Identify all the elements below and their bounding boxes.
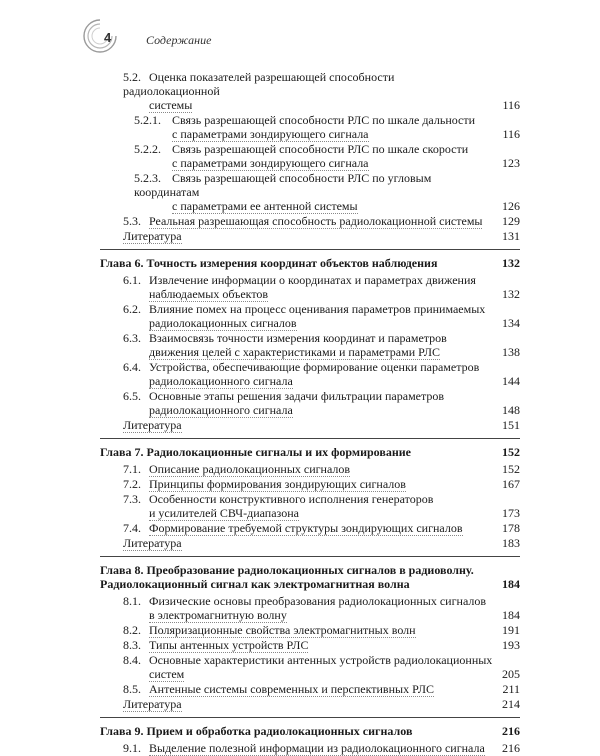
page-ref: 132: [502, 287, 520, 301]
running-title: Содержание: [146, 33, 212, 47]
chapter-divider: [100, 438, 520, 439]
entry-number: 5.3.: [123, 214, 141, 228]
entry-title: Физические основы преобразования радиолокационных сигналов: [149, 594, 487, 608]
page-ref: 216: [502, 741, 520, 755]
entry-title: системы: [149, 98, 193, 112]
entry-title: Выделение полезной информации из радиолокационного сигнала: [149, 741, 485, 755]
entry-number: 5.2.3.: [134, 171, 161, 185]
entry-title: Литература: [123, 697, 182, 711]
entry-title: с параметрами зондирующего сигнала: [172, 127, 369, 141]
toc-entry[interactable]: [100, 70, 520, 112]
page-ref: 131: [502, 229, 520, 243]
page-ref: 148: [502, 403, 520, 417]
chapter-title-line: Радиолокационный сигнал как электромагнитная волна: [100, 577, 410, 591]
page-ref: 214: [502, 697, 520, 711]
toc-entry[interactable]: [100, 360, 520, 388]
page-ref: 132: [502, 256, 520, 270]
page-ref: 138: [502, 345, 520, 359]
entry-title: Реальная разрешающая способность радиолокационной системы: [149, 214, 483, 228]
entry-title: Основные характеристики антенных устройств радиолокационных: [149, 653, 493, 667]
literature-entry[interactable]: [100, 536, 520, 550]
page-ref: 134: [502, 316, 520, 330]
entry-title: Антенные системы современных и перспективных РЛС: [149, 682, 434, 696]
entry-title: с параметрами зондирующего сигнала: [172, 156, 369, 170]
page-ref: 144: [502, 374, 520, 388]
page-ref: 152: [502, 445, 520, 459]
toc-entry[interactable]: [100, 302, 520, 330]
chapter-title-line: Глава 6. Точность измерения координат объектов наблюдения: [100, 256, 438, 270]
toc-entry[interactable]: [100, 389, 520, 417]
literature-entry[interactable]: [100, 229, 520, 243]
page-ref: 191: [502, 623, 520, 637]
table-of-contents: [100, 70, 520, 756]
toc-entry[interactable]: [100, 113, 520, 141]
page-ref: 178: [502, 521, 520, 535]
entry-title: наблюдаемых объектов: [149, 287, 269, 301]
entry-title: Поляризационные свойства электромагнитных волн: [149, 623, 416, 637]
entry-number: 5.2.: [123, 70, 141, 84]
chapter-title-line: Глава 7. Радиолокационные сигналы и их формирование: [100, 445, 411, 459]
toc-entry[interactable]: [100, 623, 520, 637]
page-ref: 123: [502, 156, 520, 170]
entry-title: Связь разрешающей способности РЛС по угловым координатам: [134, 171, 432, 199]
toc-entry[interactable]: [100, 273, 520, 301]
entry-title: Описание радиолокационных сигналов: [149, 462, 351, 476]
entry-title: Основные этапы решения задачи фильтрации параметров: [149, 389, 445, 403]
entry-title: Типы антенных устройств РЛС: [149, 638, 309, 652]
chapter-divider: [100, 717, 520, 718]
page-ref: 152: [502, 462, 520, 476]
entry-title: систем: [149, 667, 185, 681]
chapter-title-line: Глава 9. Прием и обработка радиолокационных сигналов: [100, 724, 413, 738]
page-ref: 151: [502, 418, 520, 432]
entry-title: Литература: [123, 418, 182, 432]
entry-number: 5.2.1.: [134, 113, 161, 127]
entry-number: 5.2.2.: [134, 142, 161, 156]
chapter-divider: [100, 249, 520, 250]
entry-title: Особенности конструктивного исполнения генераторов: [149, 492, 434, 506]
chapter-heading[interactable]: [100, 256, 520, 270]
toc-entry[interactable]: [100, 214, 520, 228]
page-ref: 184: [502, 608, 520, 622]
entry-number: 8.2.: [123, 623, 141, 637]
entry-number: 6.2.: [123, 302, 141, 316]
toc-entry[interactable]: [100, 653, 520, 681]
toc-entry[interactable]: [100, 741, 520, 755]
literature-entry[interactable]: [100, 418, 520, 432]
entry-title: Формирование требуемой структуры зондирующих сигналов: [149, 521, 463, 535]
toc-entry[interactable]: [100, 142, 520, 170]
toc-entry[interactable]: [100, 492, 520, 520]
chapter-divider: [100, 556, 520, 557]
entry-title: с параметрами ее антенной системы: [172, 199, 358, 213]
toc-entry[interactable]: [100, 594, 520, 622]
entry-number: 7.3.: [123, 492, 141, 506]
entry-title: Взаимосвязь точности измерения координат и параметров: [149, 331, 447, 345]
entry-title: Принципы формирования зондирующих сигналов: [149, 477, 406, 491]
page-ref: 184: [502, 577, 520, 591]
toc-entry[interactable]: [100, 331, 520, 359]
literature-entry[interactable]: [100, 697, 520, 711]
toc-entry[interactable]: [100, 477, 520, 491]
entry-number: 7.1.: [123, 462, 141, 476]
page-ref: 126: [502, 199, 520, 213]
entry-number: 8.1.: [123, 594, 141, 608]
entry-number: 7.4.: [123, 521, 141, 535]
entry-title: Извлечение информации о координатах и параметрах движения: [149, 273, 476, 287]
entry-number: 9.1.: [123, 741, 141, 755]
entry-number: 7.2.: [123, 477, 141, 491]
chapter-heading[interactable]: [100, 724, 520, 738]
entry-title: движения целей с характеристиками и параметрами РЛС: [149, 345, 441, 359]
toc-entry[interactable]: [100, 171, 520, 213]
page-ref: 211: [502, 682, 520, 696]
chapter-heading[interactable]: [100, 445, 520, 459]
entry-number: 8.4.: [123, 653, 141, 667]
page-ref: 167: [502, 477, 520, 491]
toc-entry[interactable]: [100, 682, 520, 696]
entry-number: 8.5.: [123, 682, 141, 696]
chapter-title-line: Глава 8. Преобразование радиолокационных сигналов в радиоволну.: [100, 563, 474, 577]
page-ref: 183: [502, 536, 520, 550]
page-ref: 116: [502, 98, 520, 112]
entry-title: Влияние помех на процесс оценивания параметров принимаемых: [149, 302, 486, 316]
entry-title: Связь разрешающей способности РЛС по шкале скорости: [172, 142, 469, 156]
page-ref: 193: [502, 638, 520, 652]
entry-number: 6.3.: [123, 331, 141, 345]
entry-title: радиолокационного сигнала: [149, 403, 293, 417]
entry-number: 6.1.: [123, 273, 141, 287]
page-ref: 216: [502, 724, 520, 738]
entry-title: в электромагнитную волну: [149, 608, 287, 622]
entry-number: 8.3.: [123, 638, 141, 652]
entry-number: 6.4.: [123, 360, 141, 374]
entry-title: радиолокационных сигналов: [149, 316, 297, 330]
entry-title: радиолокационного сигнала: [149, 374, 293, 388]
page-ref: 173: [502, 506, 520, 520]
page-ref: 129: [502, 214, 520, 228]
toc-entry[interactable]: [100, 521, 520, 535]
entry-title: Оценка показателей разрешающей способности радиолокационной: [123, 70, 395, 98]
entry-title: и усилителей СВЧ-диапазона: [149, 506, 299, 520]
page-ref: 205: [502, 667, 520, 681]
page-number: 4: [104, 30, 112, 45]
entry-title: Литература: [123, 536, 182, 550]
entry-title: Литература: [123, 229, 182, 243]
page-header: [0, 0, 600, 60]
entry-number: 6.5.: [123, 389, 141, 403]
toc-entry[interactable]: [100, 462, 520, 476]
publisher-swirl-icon: [80, 16, 122, 56]
page-ref: 116: [502, 127, 520, 141]
entry-title: Связь разрешающей способности РЛС по шкале дальности: [172, 113, 476, 127]
chapter-heading[interactable]: [100, 563, 520, 591]
toc-entry[interactable]: [100, 638, 520, 652]
entry-title: Устройства, обеспечивающие формирование оценки параметров: [149, 360, 480, 374]
